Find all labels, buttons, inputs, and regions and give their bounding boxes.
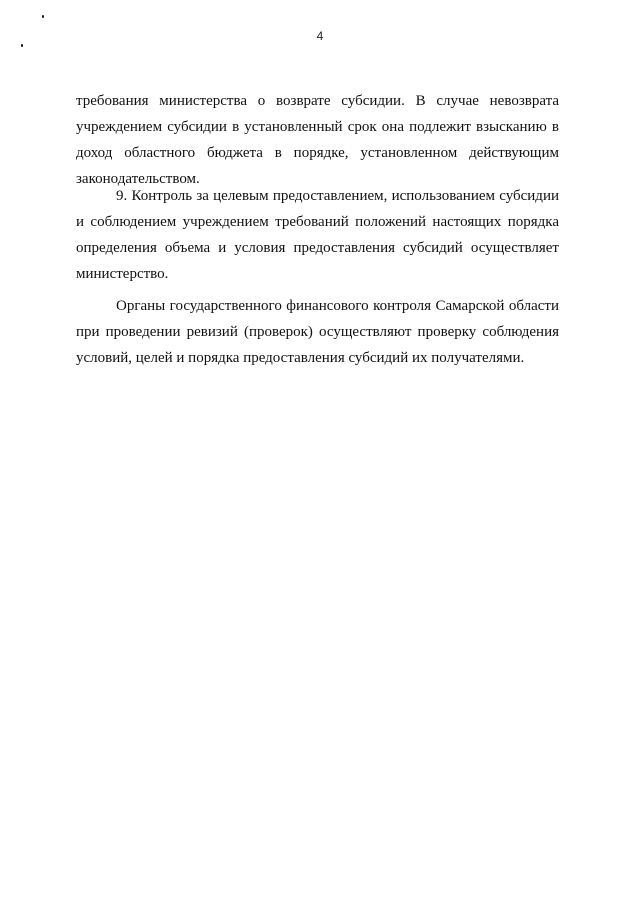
text-line: министерство. [76,266,169,282]
paragraph-subsidy-return [76,88,559,192]
text-line: Органы государственного финансового контроля Самарской области [116,298,559,314]
text-line: требования министерства о возврате субсидии. В случае невозврата [76,93,559,109]
paragraph-financial-control [76,293,559,371]
text-line: законодательством. [76,171,200,187]
text-line: определения объема и условия предоставления субсидий осуществляет [76,240,559,256]
text-line: доход областного бюджета в порядке, установленном действующим [76,145,559,161]
scan-artifact-dot [21,44,23,47]
text-line: условий, целей и порядка предоставления субсидий их получателями. [76,350,525,366]
text-line: 9. Контроль за целевым предоставлением, использованием субсидии [116,188,559,204]
text-line: учреждением субсидии в установленный срок она подлежит взысканию в [76,119,559,135]
scan-artifact-dot [42,15,44,18]
paragraph-control-clause-9 [76,183,559,287]
page-number: 4 [316,29,324,43]
text-line: и соблюдением учреждением требований положений настоящих порядка [76,214,559,230]
text-line: при проведении ревизий (проверок) осуществляют проверку соблюдения [76,324,559,340]
